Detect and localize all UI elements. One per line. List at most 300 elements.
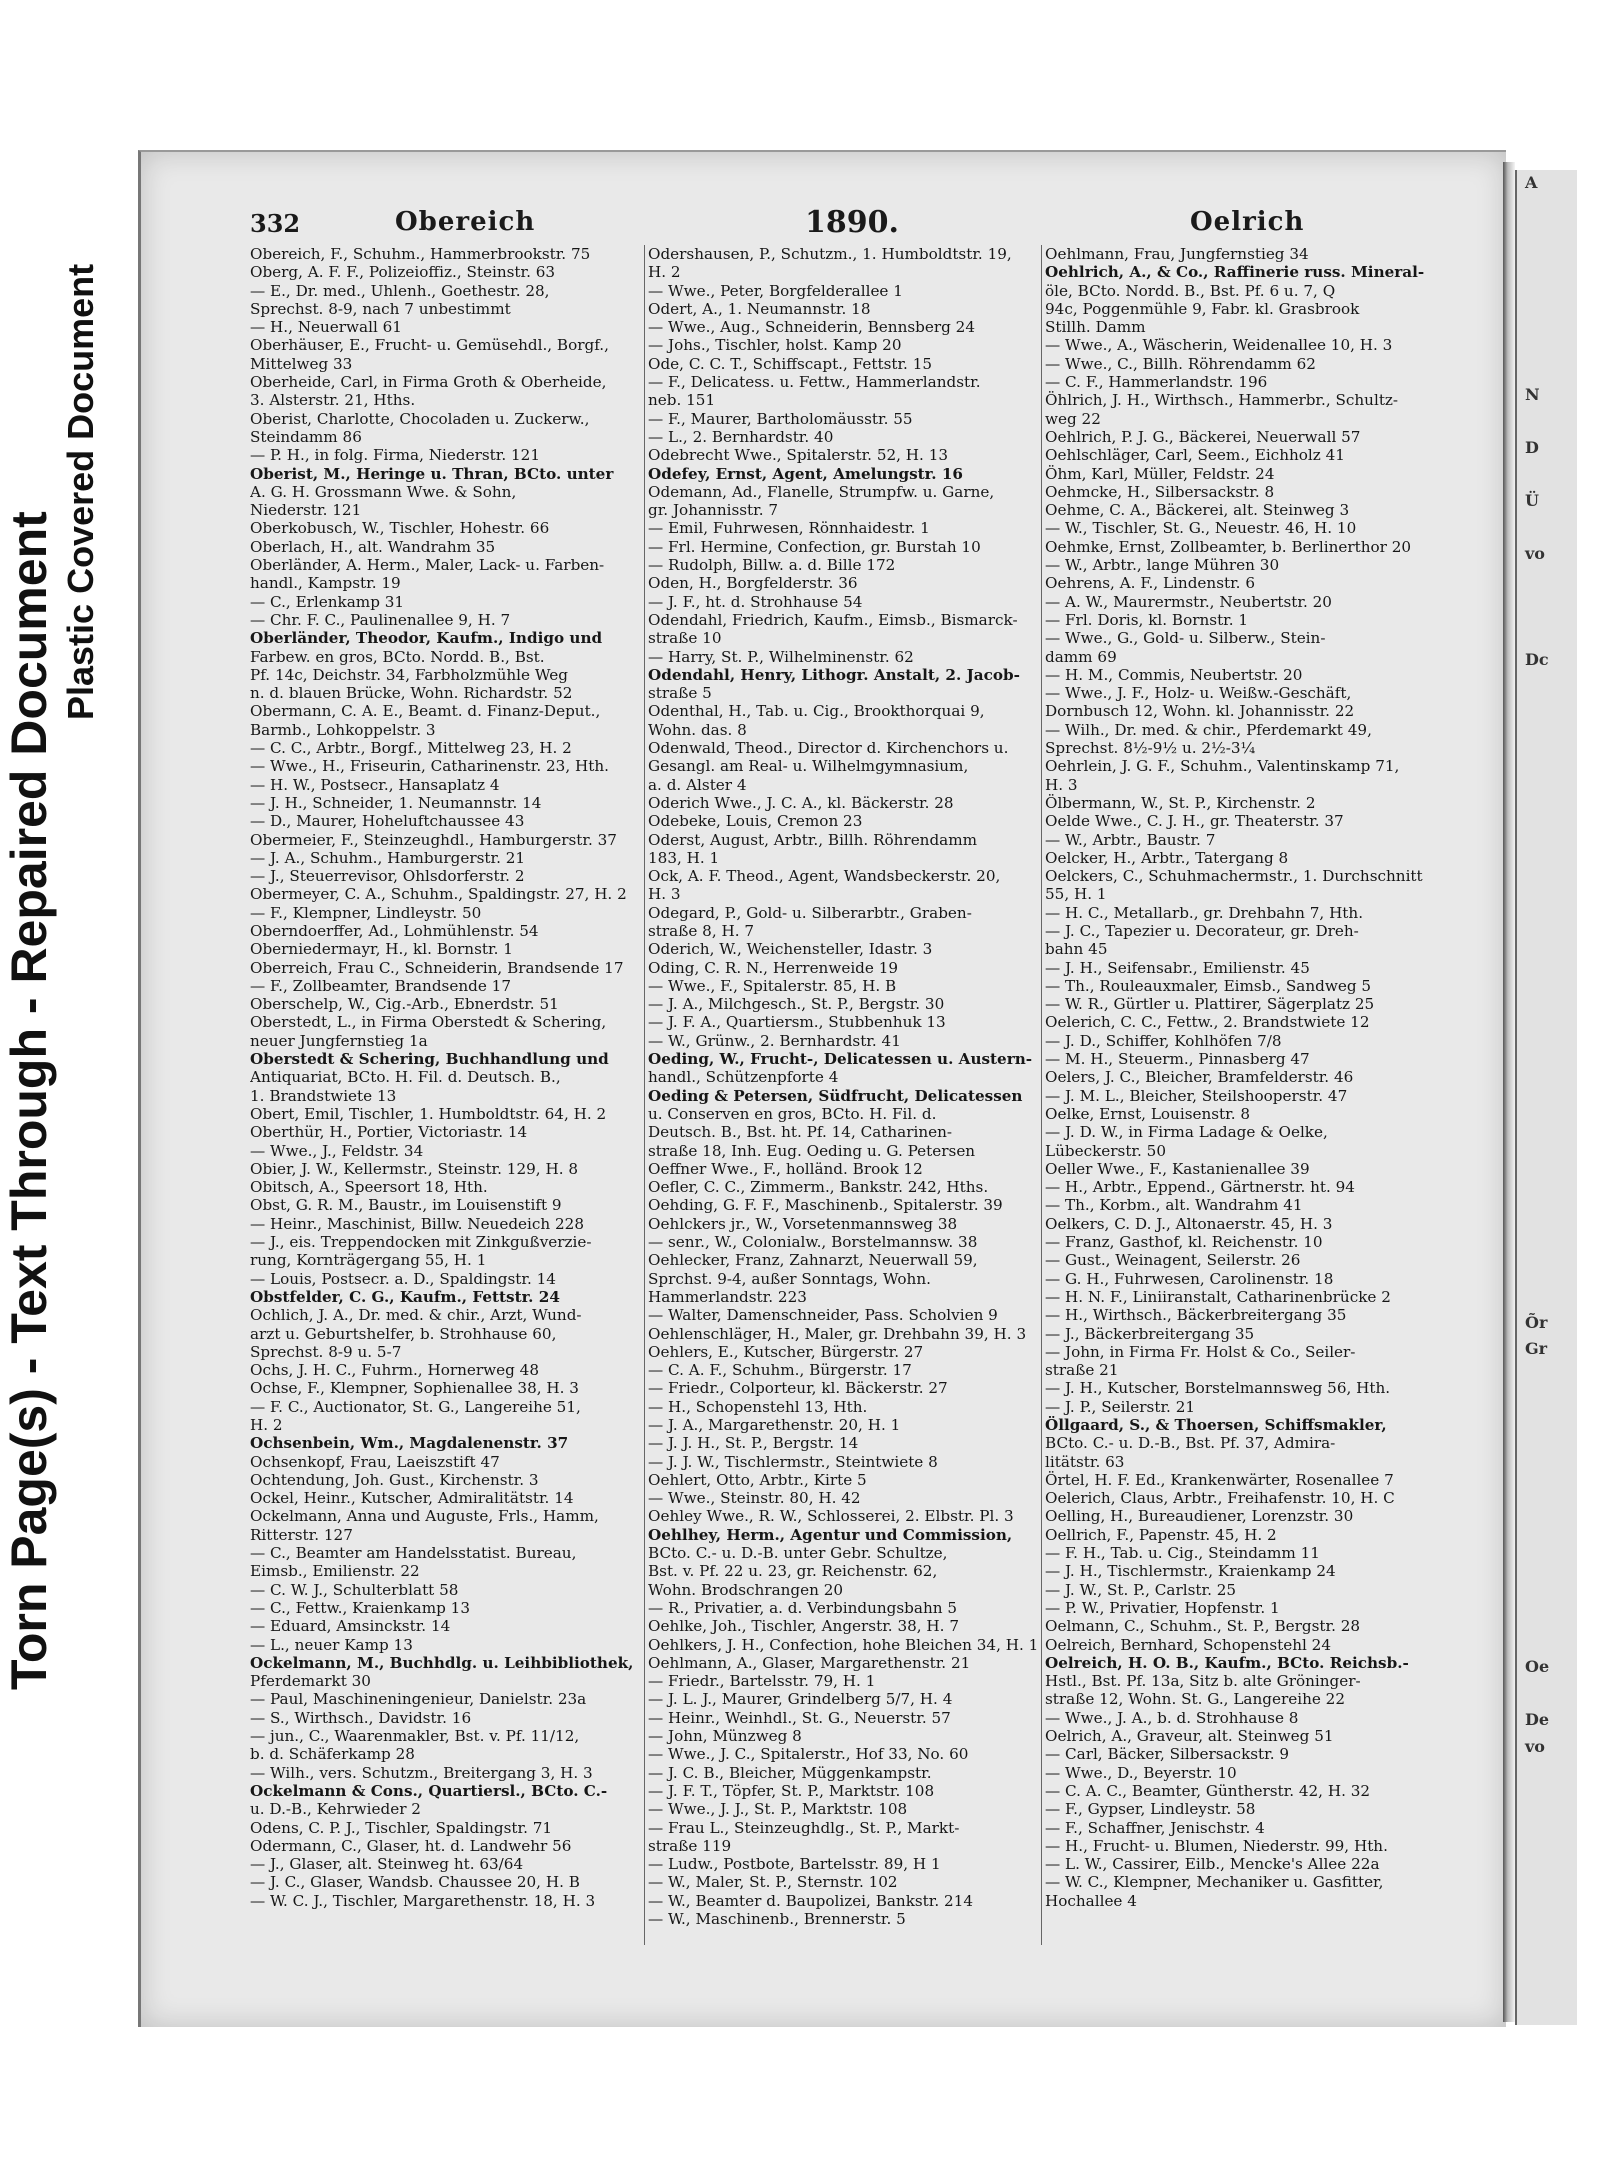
directory-entry: Odendahl, Henry, Lithogr. Anstalt, 2. Jacob- [648,665,1020,684]
directory-entry: — Chr. F. C., Paulinenallee 9, H. 7 [250,610,511,629]
directory-entry: Odermann, C., Glaser, ht. d. Landwehr 56 [250,1836,572,1855]
directory-entry: Oberist, M., Heringe u. Thran, BCto. unter [250,464,614,483]
directory-entry: Ochse, F., Klempner, Sophienallee 38, H. 3 [250,1379,579,1398]
directory-entry: Antiquariat, BCto. H. Fil. d. Deutsch. B., [250,1068,561,1087]
directory-entry: — Wilh., Dr. med. & chir., Pferdemarkt 49, [1045,720,1372,739]
directory-entry: — F. C., Auctionator, St. G., Langereihe 51, [250,1397,581,1416]
directory-entry: Oellrich, F., Papenstr. 45, H. 2 [1045,1525,1277,1544]
directory-entry: Öhlrich, J. H., Wirthsch., Hammerbr., Schultz- [1045,391,1399,410]
directory-entry: — J. D., Schiffer, Kohlhöfen 7/8 [1045,1031,1282,1050]
directory-entry: — Wwe., Steinstr. 80, H. 42 [648,1489,861,1508]
directory-entry: — senr., W., Colonialw., Borstelmannsw. 38 [648,1233,978,1252]
directory-entry: Ockelmann & Cons., Quartiersl., BCto. C.- [250,1781,608,1800]
adjacent-page-text: vo [1525,544,1545,563]
directory-entry: — Wwe., A., Wäscherin, Weidenallee 10, H. 3 [1045,336,1393,355]
directory-entry: Obermeyer, C. A., Schuhm., Spaldingstr. 27, H. 2 [250,885,627,904]
directory-entry: — J. J. W., Tischlermstr., Steintwiete 8 [648,1452,938,1471]
directory-entry: Oelrich, A., Graveur, alt. Steinweg 51 [1045,1727,1334,1746]
directory-entry: Oberg, A. F. F., Polizeioffiz., Steinstr. 63 [250,263,556,282]
directory-entry: neuer Jungfernstieg 1a [250,1031,428,1050]
directory-entry: Oden, H., Borgfelderstr. 36 [648,574,858,593]
directory-entry: Eimsb., Emilienstr. 22 [250,1562,420,1581]
directory-entry: — J. A., Schuhm., Hamburgerstr. 21 [250,848,526,867]
directory-entry: Bst. v. Pf. 22 u. 23, gr. Reichenstr. 62, [648,1562,938,1581]
directory-entry: gr. Johannisstr. 7 [648,501,779,520]
directory-entry: Barmb., Lohkoppelstr. 3 [250,720,436,739]
adjacent-page-text [1517,621,1577,648]
directory-entry: Obier, J. W., Kellermstr., Steinstr. 129, H. 8 [250,1159,579,1178]
directory-entry: u. Conserven en gros, BCto. H. Fil. d. [648,1104,937,1123]
adjacent-page-text [1517,965,1577,992]
directory-entry: — Wwe., G., Gold- u. Silberw., Stein- [1045,629,1326,648]
directory-entry: BCto. C.- u. D.-B., Bst. Pf. 37, Admira- [1045,1434,1336,1453]
adjacent-page-text [1517,462,1577,489]
adjacent-page-text [1517,1522,1577,1549]
condition-stamp-line-2: Plastic Covered Document [60,263,101,720]
adjacent-page-text: Õr [1525,1312,1548,1332]
directory-entry: — F., Klempner, Lindleystr. 50 [250,903,482,922]
directory-entry: Oehmke, Ernst, Zollbeamter, b. Berlinerthor 20 [1045,537,1412,556]
directory-entry: Oeller Wwe., F., Kastanienallee 39 [1045,1159,1310,1178]
directory-entry: Gesangl. am Real- u. Wilhelmgymnasium, [648,757,969,776]
directory-entry: — Wwe., H., Friseurin, Catharinenstr. 23, Hth. [250,757,609,776]
directory-entry: — J., eis. Treppendocken mit Zinkgußverzie- [250,1233,592,1252]
directory-entry: Odens, C. P. J., Tischler, Spaldingstr. 71 [250,1818,553,1837]
directory-entry: Oehley Wwe., R. W., Schlosserei, 2. Elbstr. Pl. 3 [648,1507,1014,1526]
adjacent-page-text [1517,1257,1577,1284]
directory-entry: — H. M., Commis, Neubertstr. 20 [1045,665,1303,684]
directory-entry: — W. C. J., Tischler, Margarethenstr. 18, H. 3 [250,1891,596,1910]
directory-entry: — Heinr., Weinhdl., St. G., Neuerstr. 57 [648,1708,951,1727]
directory-entry: — J. H., Kutscher, Borstelmannsweg 56, Hth. [1045,1379,1391,1398]
directory-entry: — J. H., Tischlermstr., Kraienkamp 24 [1045,1562,1336,1581]
directory-entry: H. 2 [250,1416,283,1434]
adjacent-page-text [1517,992,1577,1019]
directory-entry: Oehlecker, Franz, Zahnarzt, Neuerwall 59, [648,1251,978,1270]
directory-entry: Oehlrich, P. J. G., Bäckerei, Neuerwall 57 [1045,427,1361,446]
directory-entry: Sprchst. 9-4, außer Sonntags, Wohn. [648,1269,931,1288]
directory-entry: 183, H. 1 [648,848,720,867]
column-divider [1041,245,1042,1945]
adjacent-page-fragment [1515,170,1577,2025]
directory-entry: straße 119 [648,1836,732,1855]
directory-entry: — W., Maler, St. P., Sternstr. 102 [648,1873,898,1892]
directory-entry: bahn 45 [1045,940,1108,959]
adjacent-page-text [1517,912,1577,939]
directory-entry: — P. W., Privatier, Hopfenstr. 1 [1045,1598,1280,1617]
directory-entry: Oelers, J. C., Bleicher, Bramfelderstr. 46 [1045,1068,1354,1087]
directory-entry: — J. H., Schneider, 1. Neumannstr. 14 [250,793,542,812]
directory-entry: Oberhäuser, E., Frucht- u. Gemüsehdl., Borgf., [250,336,609,355]
condition-stamp-line-1: Torn Page(s) - Text Through - Repaired Document [1,511,57,1690]
directory-entry: Oehlert, Otto, Arbtr., Kirte 5 [648,1470,867,1489]
directory-entry: Mittelweg 33 [250,354,353,373]
directory-column-1 [250,245,642,1950]
directory-entry: Oberthür, H., Portier, Victoriastr. 14 [250,1123,528,1142]
directory-entry: Obitsch, A., Speersort 18, Hth. [250,1178,488,1197]
directory-entry: Oberlach, H., alt. Wandrahm 35 [250,537,496,556]
adjacent-page-text [1517,833,1577,860]
directory-entry: a. d. Alster 4 [648,775,747,794]
directory-entry: Odebrecht Wwe., Spitalerstr. 52, H. 13 [648,446,949,465]
directory-entry: — H. N. F., Liniiranstalt, Catharinenbrücke 2 [1045,1287,1391,1306]
directory-entry: Örtel, H. F. Ed., Krankenwärter, Rosenallee 7 [1045,1470,1394,1489]
adjacent-page-text [1517,1045,1577,1072]
directory-entry: — L., 2. Bernhardstr. 40 [648,427,834,446]
directory-entry: — J. J. H., St. P., Bergstr. 14 [648,1434,859,1453]
directory-entry: Oehlckers jr., W., Vorsetenmannsweg 38 [648,1214,958,1233]
directory-entry: — C. A. C., Beamter, Güntherstr. 42, H. 32 [1045,1781,1371,1800]
directory-entry: — John, Münzweg 8 [648,1727,802,1746]
directory-entry: neb. 151 [648,391,716,410]
directory-entry: weg 22 [1045,409,1101,428]
adjacent-page-text [1517,1681,1577,1708]
directory-entry: Odershausen, P., Schutzm., 1. Humboldtstr. 19, [648,245,1012,263]
directory-entry: Oehlhey, Herm., Agentur und Commission, [648,1525,1013,1544]
document-condition-strip [0,0,150,1830]
directory-entry: Ockelmann, Anna und Auguste, Frls., Hamm, [250,1507,599,1526]
directory-entry: — C., Erlenkamp 31 [250,592,405,611]
directory-entry: — Friedr., Colporteur, kl. Bäckerstr. 27 [648,1379,948,1398]
directory-entry: — J. A., Milchgesch., St. P., Bergstr. 30 [648,995,945,1014]
directory-entry: handl., Schützenpforte 4 [648,1068,839,1087]
adjacent-page-text [1517,1098,1577,1125]
directory-entry: Oelkers, C. D. J., Altonaerstr. 45, H. 3 [1045,1214,1333,1233]
directory-entry: — H., Neuerwall 61 [250,318,402,337]
adjacent-page-text [1517,1018,1577,1045]
directory-entry: — Wwe., J. C., Spitalerstr., Hof 33, No. 60 [648,1745,969,1764]
directory-entry: — Harry, St. P., Wilhelminenstr. 62 [648,647,914,666]
directory-entry: Oelmann, C., Schuhm., St. P., Bergstr. 28 [1045,1617,1361,1636]
adjacent-page-text [1517,409,1577,436]
directory-entry: Sprechst. 8-9, nach 7 unbestimmt [250,299,511,318]
page-number: 332 [250,209,301,238]
directory-entry: Oelckers, C., Schuhmachermstr., 1. Durchschnitt [1045,867,1423,886]
directory-entry: Oehlschläger, Carl, Seem., Eichholz 41 [1045,446,1345,465]
directory-entry: — D., Maurer, Hoheluftchaussee 43 [250,812,525,831]
directory-entry: Oehlmann, A., Glaser, Margarethenstr. 21 [648,1653,971,1672]
directory-entry: — Eduard, Amsinckstr. 14 [250,1617,451,1636]
directory-entry: Odert, A., 1. Neumannstr. 18 [648,299,871,318]
directory-entry: — Wwe., C., Billh. Röhrendamm 62 [1045,354,1316,373]
directory-entry: — Wwe., J., Feldstr. 34 [250,1141,424,1160]
directory-entry: Obereich, F., Schuhm., Hammerbrookstr. 75 [250,245,591,263]
directory-entry: Obermeier, F., Steinzeughdl., Hamburgerstr. 37 [250,830,617,849]
adjacent-page-text: Dc [1525,650,1549,669]
directory-entry: — L., neuer Kamp 13 [250,1635,413,1654]
directory-entry: — J. L. J., Maurer, Grindelberg 5/7, H. 4 [648,1690,953,1709]
directory-entry: — Louis, Postsecr. a. D., Spaldingstr. 14 [250,1269,556,1288]
adjacent-page-text [1517,197,1577,224]
directory-entry: Oehrens, A. F., Lindenstr. 6 [1045,574,1255,593]
directory-entry: — F., Schaffner, Jenischstr. 4 [1045,1818,1265,1837]
directory-entry: — W., Arbtr., lange Mühren 30 [1045,556,1280,575]
adjacent-page-text [1517,780,1577,807]
adjacent-page-text [1517,1389,1577,1416]
directory-entry: Ockelmann, M., Buchhdlg. u. Leihbibliothek, [250,1653,634,1672]
directory-entry: rung, Kornträgergang 55, H. 1 [250,1251,487,1270]
directory-entry: — Heinr., Maschinist, Billw. Neuedeich 228 [250,1214,584,1233]
directory-entry: 1. Brandstwiete 13 [250,1086,397,1105]
page-fold-edge [1503,162,1515,2022]
directory-entry: arzt u. Geburtshelfer, b. Strohhause 60, [250,1324,557,1343]
directory-entry: Oberheide, Carl, in Firma Groth & Oberheide, [250,373,607,392]
directory-entry: Oderich, W., Weichensteller, Idastr. 3 [648,940,933,959]
adjacent-page-text [1517,1177,1577,1204]
directory-entry: 55, H. 1 [1045,885,1107,904]
directory-entry: — C. F., Hammerlandstr. 196 [1045,373,1268,392]
directory-entry: Hochallee 4 [1045,1891,1137,1910]
adjacent-page-text [1517,1495,1577,1522]
directory-entry: Oehlers, E., Kutscher, Bürgerstr. 27 [648,1342,924,1361]
adjacent-page-text [1517,806,1577,833]
directory-entry: — W. R., Gürtler u. Plattirer, Sägerplatz 25 [1045,995,1375,1014]
directory-entry: Ochsenbein, Wm., Magdalenenstr. 37 [250,1434,569,1453]
directory-entry: H. 3 [648,885,681,904]
directory-entry: Ritterstr. 127 [250,1525,353,1544]
directory-entry: — H., Schopenstehl 13, Hth. [648,1397,868,1416]
directory-entry: — W., Beamter d. Baupolizei, Bankstr. 214 [648,1891,974,1910]
adjacent-page-text [1517,1151,1577,1178]
directory-entry: — Franz, Gasthof, kl. Reichenstr. 10 [1045,1233,1323,1252]
directory-entry: BCto. C.- u. D.-B. unter Gebr. Schultze, [648,1544,948,1563]
directory-entry: — Gust., Weinagent, Seilerstr. 26 [1045,1251,1301,1270]
adjacent-page-text [1517,568,1577,595]
directory-entry: — P. H., in folg. Firma, Niederstr. 121 [250,446,541,465]
adjacent-page-text [1517,1363,1577,1390]
directory-entry: — Wwe., Aug., Schneiderin, Bennsberg 24 [648,318,975,337]
directory-entry: Ochsenkopf, Frau, Laeiszstift 47 [250,1452,500,1471]
directory-entry: Oelreich, Bernhard, Schopenstehl 24 [1045,1635,1332,1654]
directory-entry: — J. F. A., Quartiersm., Stubbenhuk 13 [648,1013,946,1032]
directory-entry: Oelde Wwe., C. J. H., gr. Theaterstr. 37 [1045,812,1344,831]
directory-entry: Odendahl, Friedrich, Kaufm., Eimsb., Bismarck- [648,610,1018,629]
directory-entry: — E., Dr. med., Uhlenh., Goethestr. 28, [250,281,550,300]
directory-entry: — J. C. B., Bleicher, Müggenkampstr. [648,1763,932,1782]
directory-entry: — H., Frucht- u. Blumen, Niederstr. 99, Hth. [1045,1836,1388,1855]
directory-entry: straße 8, H. 7 [648,921,755,940]
adjacent-page-text [1517,356,1577,383]
directory-entry: Obstfelder, C. G., Kaufm., Fettstr. 24 [250,1287,560,1306]
directory-entry: — Frl. Hermine, Confection, gr. Burstah 10 [648,537,981,556]
header-left-catchword: Obereich [395,207,536,237]
directory-entry: Wohn. Brodschrangen 20 [648,1580,844,1599]
header-right-catchword: Oelrich [1190,207,1305,237]
adjacent-page-text: De [1525,1710,1550,1729]
directory-entry: Oeding & Petersen, Südfrucht, Delicatessen [648,1086,1023,1105]
directory-entry: Odegard, P., Gold- u. Silberarbtr., Graben- [648,903,972,922]
directory-entry: Oderst, August, Arbtr., Billh. Röhrendamm [648,830,978,849]
directory-entry: Ock, A. F. Theod., Agent, Wandsbeckerstr. 20, [648,867,1001,886]
directory-entry: — John, in Firma Fr. Holst & Co., Seiler- [1045,1342,1356,1361]
directory-entry: straße 10 [648,629,722,648]
directory-entry: Oberniedermayr, H., kl. Bornstr. 1 [250,940,513,959]
adjacent-page-text [1517,1071,1577,1098]
directory-column-3 [1045,245,1455,1950]
adjacent-page-text [1517,1628,1577,1655]
directory-entry: — J., Steuerrevisor, Ohlsdorferstr. 2 [250,867,525,886]
directory-entry: Hammerlandstr. 223 [648,1287,807,1306]
directory-entry: — Wwe., J. F., Holz- u. Weißw.-Geschäft, [1045,684,1352,703]
directory-entry: b. d. Schäferkamp 28 [250,1745,415,1764]
directory-entry: Oberschelp, W., Cig.-Arb., Ebnerdstr. 51 [250,995,559,1014]
directory-entry: Ochlich, J. A., Dr. med. & chir., Arzt, Wund- [250,1306,582,1325]
directory-entry: Oberstedt, L., in Firma Oberstedt & Schering, [250,1013,607,1032]
directory-entry: Stillh. Damm [1045,318,1146,337]
directory-entry: Oehding, G. F. F., Maschinenb., Spitalerstr. 39 [648,1196,1003,1215]
directory-entry: Oberist, Charlotte, Chocoladen u. Zuckerw., [250,409,590,428]
directory-entry: — jun., C., Waarenmakler, Bst. v. Pf. 11/12, [250,1727,580,1746]
directory-entry: — H. C., Metallarb., gr. Drehbahn 7, Hth. [1045,903,1364,922]
directory-entry: Oding, C. R. N., Herrenweide 19 [648,958,899,977]
header-year: 1890. [805,205,899,240]
directory-entry: — C. C., Arbtr., Borgf., Mittelweg 23, H. 2 [250,739,572,758]
directory-entry: Oeffner Wwe., F., holländ. Brook 12 [648,1159,923,1178]
directory-entry: Oelreich, H. O. B., Kaufm., BCto. Reichsb.- [1045,1653,1409,1672]
directory-entry: — W., Arbtr., Baustr. 7 [1045,830,1216,849]
directory-entry: — J., Bäckerbreitergang 35 [1045,1324,1255,1343]
directory-entry: Oehlkers, J. H., Confection, hohe Bleichen 34, H. 1 [648,1635,1039,1654]
adjacent-page-text: Ü [1525,491,1539,510]
adjacent-page-text: A [1525,173,1538,192]
directory-entry: Oehmcke, H., Silbersackstr. 8 [1045,482,1275,501]
adjacent-page-text: Gr [1525,1339,1548,1358]
directory-entry: Oehlrich, A., & Co., Raffinerie russ. Mineral- [1045,263,1425,282]
directory-entry: — J. W., St. P., Carlstr. 25 [1045,1580,1237,1599]
directory-entry: n. d. blauen Brücke, Wohn. Richardstr. 52 [250,684,573,703]
adjacent-page-text [1517,1416,1577,1443]
directory-entry: Odenwald, Theod., Director d. Kirchenchors u. [648,739,1009,758]
directory-entry: Lübeckerstr. 50 [1045,1141,1167,1160]
directory-entry: — L. W., Cassirer, Eilb., Mencke's Allee 22a [1045,1855,1380,1874]
directory-entry: — J. A., Margarethenstr. 20, H. 1 [648,1416,901,1434]
directory-entry: Wohn. das. 8 [648,720,747,739]
directory-entry: Oberstedt & Schering, Buchhandlung und [250,1050,609,1069]
directory-entry: — Wwe., F., Spitalerstr. 85, H. B [648,976,897,995]
directory-entry: — R., Privatier, a. d. Verbindungsbahn 5 [648,1598,957,1617]
directory-entry: Niederstr. 121 [250,501,362,520]
directory-entry: Dornbusch 12, Wohn. kl. Johannisstr. 22 [1045,702,1355,721]
directory-entry: — F., Maurer, Bartholomäusstr. 55 [648,409,913,428]
directory-entry: — Wwe., J. J., St. P., Marktstr. 108 [648,1800,908,1819]
adjacent-page-text [1517,276,1577,303]
directory-entry: — Wwe., D., Beyerstr. 10 [1045,1763,1237,1782]
directory-entry: — Th., Korbm., alt. Wandrahm 41 [1045,1196,1303,1215]
directory-entry: H. 3 [1045,775,1078,794]
directory-entry: — F., Delicatess. u. Fettw., Hammerlandstr. [648,373,981,392]
directory-entry: — J. M. L., Bleicher, Steilshooperstr. 47 [1045,1086,1348,1105]
adjacent-page-text [1517,939,1577,966]
directory-entry: — Wwe., J. A., b. d. Strohhause 8 [1045,1708,1299,1727]
column-divider [644,245,645,1945]
directory-entry: Obert, Emil, Tischler, 1. Humboldtstr. 64, H. 2 [250,1104,607,1123]
directory-entry: Odenthal, H., Tab. u. Cig., Brookthorquai 9, [648,702,985,721]
directory-entry: Obst, G. R. M., Baustr., im Louisenstift 9 [250,1196,562,1215]
directory-entry: handl., Kampstr. 19 [250,574,401,593]
directory-entry: — Wwe., Peter, Borgfelderallee 1 [648,281,903,300]
directory-entry: — C., Fettw., Kraienkamp 13 [250,1598,470,1617]
directory-entry: 94c, Poggenmühle 9, Fabr. kl. Grasbrook [1045,299,1360,318]
directory-entry: Pf. 14c, Deichstr. 34, Farbholzmühle Weg [250,665,568,684]
directory-entry: Hstl., Bst. Pf. 13a, Sitz b. alte Gröninger- [1045,1672,1361,1691]
directory-entry: H. 2 [648,263,681,282]
adjacent-page-text [1517,303,1577,330]
adjacent-page-text [1517,1442,1577,1469]
directory-entry: — A. W., Maurermstr., Neubertstr. 20 [1045,592,1332,611]
directory-entry: Odemann, Ad., Flanelle, Strumpfw. u. Garne, [648,482,995,501]
adjacent-page-text [1517,1601,1577,1628]
adjacent-page-text [1517,329,1577,356]
directory-entry: — Rudolph, Billw. a. d. Bille 172 [648,556,896,575]
directory-entry: — W., Tischler, St. G., Neuestr. 46, H. 10 [1045,519,1357,538]
directory-entry: Oehlenschläger, H., Maler, gr. Drehbahn 39, H. 3 [648,1324,1027,1343]
directory-entry: Pferdemarkt 30 [250,1672,371,1691]
adjacent-page-text: D [1525,438,1539,457]
directory-entry: Oberländer, A. Herm., Maler, Lack- u. Farben- [250,556,605,575]
directory-entry: Ochs, J. H. C., Fuhrm., Hornerweg 48 [250,1361,539,1380]
directory-entry: — Wilh., vers. Schutzm., Breitergang 3, H. 3 [250,1763,593,1782]
adjacent-page-text: Oe [1525,1657,1550,1676]
directory-entry: straße 21 [1045,1361,1119,1380]
directory-entry: Oelling, H., Bureaudiener, Lorenzstr. 30 [1045,1507,1354,1526]
directory-entry: — W., Grünw., 2. Bernhardstr. 41 [648,1031,901,1050]
directory-entry: Öhm, Karl, Müller, Feldstr. 24 [1045,464,1275,483]
adjacent-page-text [1517,859,1577,886]
directory-entry: Ockel, Heinr., Kutscher, Admiralitätstr. 14 [250,1489,574,1508]
directory-entry: A. G. H. Grossmann Wwe. & Sohn, [250,482,517,501]
directory-entry: — Johs., Tischler, holst. Kamp 20 [648,336,902,355]
adjacent-page-text [1517,1124,1577,1151]
adjacent-page-text [1517,250,1577,277]
directory-entry: — Walter, Damenschneider, Pass. Scholvien 9 [648,1306,998,1325]
directory-entry: Ochtendung, Joh. Gust., Kirchenstr. 3 [250,1470,539,1489]
directory-entry: — H., Wirthsch., Bäckerbreitergang 35 [1045,1306,1347,1325]
adjacent-page-text [1517,515,1577,542]
directory-entry: — Emil, Fuhrwesen, Rönnhaidestr. 1 [648,519,930,538]
adjacent-page-text [1517,700,1577,727]
directory-entry: — C., Beamter am Handelsstatist. Bureau, [250,1544,577,1563]
directory-entry: Sprechst. 8½-9½ u. 2½-3¼ [1045,739,1256,758]
directory-entry: litätstr. 63 [1045,1452,1125,1471]
directory-entry: — H., Arbtr., Eppend., Gärtnerstr. ht. 94 [1045,1178,1355,1197]
directory-entry: — J. H., Seifensabr., Emilienstr. 45 [1045,958,1310,977]
directory-entry: — Frau L., Steinzeughdlg., St. P., Markt- [648,1818,960,1837]
adjacent-page-text [1517,1548,1577,1575]
directory-entry: Oehlmann, Frau, Jungfernstieg 34 [1045,245,1309,263]
directory-entry: Odefey, Ernst, Agent, Amelungstr. 16 [648,464,963,483]
directory-entry: Ode, C. C. T., Schiffscapt., Fettstr. 15 [648,354,933,373]
directory-entry: Sprechst. 8-9 u. 5-7 [250,1342,402,1361]
adjacent-page-text [1517,727,1577,754]
adjacent-page-text: vo [1525,1736,1545,1756]
directory-entry: Oelke, Ernst, Louisenstr. 8 [1045,1104,1251,1123]
directory-entry: Ölbermann, W., St. P., Kirchenstr. 2 [1045,793,1316,812]
adjacent-page-text [1517,1575,1577,1602]
adjacent-page-text [1517,594,1577,621]
directory-entry: — J. P., Seilerstr. 21 [1045,1397,1196,1416]
adjacent-page-text [1517,1283,1577,1310]
directory-entry: — Paul, Maschineningenieur, Danielstr. 23a [250,1690,587,1709]
directory-entry: — F., Gypser, Lindleystr. 58 [1045,1800,1256,1819]
directory-entry: Oehrlein, J. G. F., Schuhm., Valentinskamp 71, [1045,757,1400,776]
directory-entry: — J. D. W., in Firma Ladage & Oelke, [1045,1123,1328,1142]
adjacent-page-text: N [1525,385,1540,404]
directory-entry: — H. W., Postsecr., Hansaplatz 4 [250,775,500,794]
directory-entry: — G. H., Fuhrwesen, Carolinenstr. 18 [1045,1269,1334,1288]
directory-entry: Obermann, C. A. E., Beamt. d. Finanz-Deput., [250,702,601,721]
directory-entry: — Friedr., Bartelsstr. 79, H. 1 [648,1672,876,1691]
directory-entry: — Th., Rouleauxmaler, Eimsb., Sandweg 5 [1045,976,1372,995]
